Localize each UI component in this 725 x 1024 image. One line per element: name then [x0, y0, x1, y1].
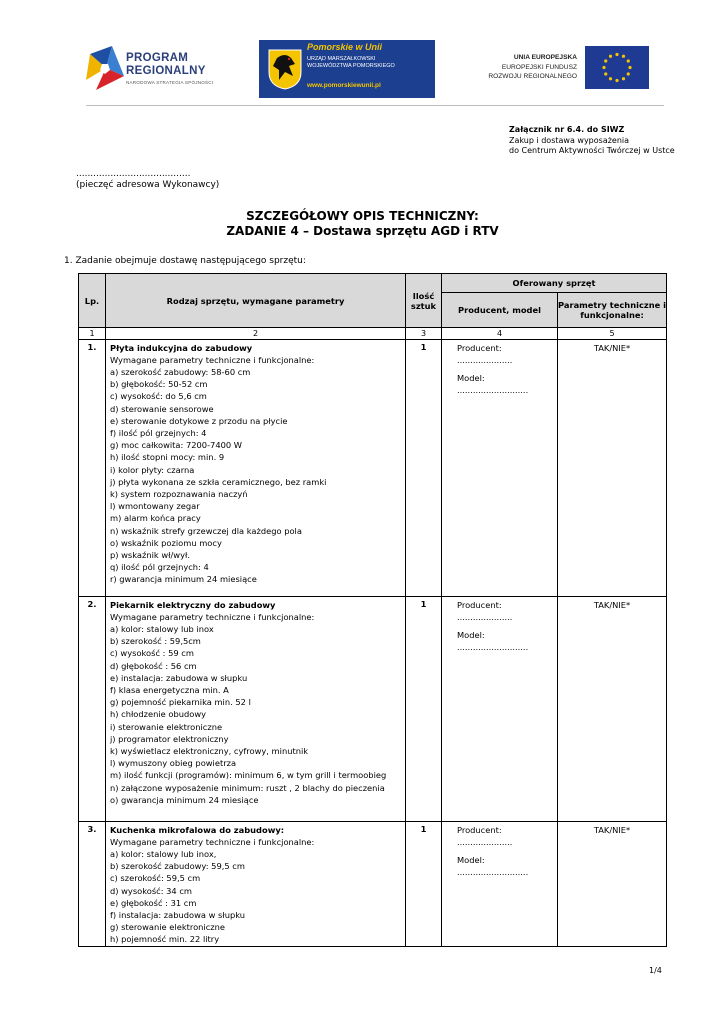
- document-title: SZCZEGÓŁOWY OPIS TECHNICZNY:: [246, 209, 479, 223]
- header-lp: Lp.: [79, 274, 106, 328]
- parameter-item: r) gwarancja minimum 24 miesiące: [110, 574, 257, 585]
- attachment-subject: Zakup i dostawa wyposażenia: [509, 136, 630, 145]
- parameter-item: f) ilość pól grzejnych: 4: [110, 428, 207, 439]
- parameter-item: q) ilość pól grzejnych: 4: [110, 562, 209, 573]
- requirements-label: Wymagane parametry techniczne i funkcjonalne:: [110, 355, 315, 365]
- stamp-label: (pieczęć adresowa Wykonawcy): [76, 180, 220, 190]
- requirements-label: Wymagane parametry techniczne i funkcjonalne:: [110, 837, 315, 847]
- parameter-item: k) wyświetlacz elektroniczny, cyfrowy, minutnik: [110, 746, 309, 757]
- parameter-item: i) sterowanie elektroniczne: [110, 721, 223, 732]
- item-number: 1.: [79, 340, 106, 597]
- parameter-item: b) głębokość: 50-52 cm: [110, 379, 208, 390]
- producer-field: Producent: .....................: [457, 600, 513, 622]
- model-field: Model: ...........................: [457, 373, 529, 395]
- parameter-item: c) szerokość: 59,5 cm: [110, 873, 201, 884]
- eu-star-icon: [604, 59, 607, 62]
- intro-text: 1. Zadanie obejmuje dostawę następującego sprzętu:: [64, 256, 306, 266]
- item-number: 3.: [79, 822, 106, 947]
- star-logo-icon: [86, 46, 124, 90]
- table-row: [79, 597, 667, 822]
- parameter-item: l) wymuszony obieg powietrza: [110, 758, 237, 769]
- parameter-item: b) szerokość zabudowy: 59,5 cm: [110, 861, 245, 872]
- parameter-item: g) sterowanie elektroniczne: [110, 922, 226, 933]
- eu-star-icon: [627, 59, 630, 62]
- pomorskie-url: www.pomorskiewunii.pl: [307, 82, 381, 89]
- parameter-item: k) system rozpoznawania naczyń: [110, 489, 248, 500]
- ue-line1: UNIA EUROPEJSKA: [513, 54, 577, 61]
- requirements-label: Wymagane parametry techniczne i funkcjonalne:: [110, 612, 315, 622]
- regionalny-label: REGIONALNY: [126, 65, 206, 77]
- spec-table: [78, 273, 667, 947]
- parameter-item: h) chłodzenie obudowy: [110, 709, 207, 720]
- item-answer: TAK/NIE*: [558, 340, 667, 597]
- parameter-item: b) szerokość : 59,5cm: [110, 636, 201, 647]
- item-answer: TAK/NIE*: [558, 822, 667, 947]
- header-description: Rodzaj sprzętu, wymagane parametry: [106, 274, 406, 328]
- column-number-row: [79, 328, 667, 340]
- header-offered: Oferowany sprzęt: [442, 274, 667, 293]
- eu-star-icon: [622, 77, 625, 80]
- col-number: 2: [106, 328, 406, 340]
- producer-field: Producent: .....................: [457, 825, 513, 847]
- pomorskie-logo: [259, 40, 435, 98]
- parameter-item: h) ilość stopni mocy: min. 9: [110, 452, 225, 463]
- parameter-item: n) załączone wyposażenie minimum: ruszt , 2 blachy do pieczenia: [110, 782, 385, 793]
- header-divider: [86, 105, 664, 106]
- parameter-item: a) szerokość zabudowy: 58-60 cm: [110, 367, 251, 377]
- parameter-item: e) instalacja: zabudowa w słupku: [110, 672, 248, 683]
- eu-star-icon: [628, 66, 631, 69]
- griffin-crest-icon: [267, 48, 303, 90]
- parameter-item: g) pojemność piekarnika min. 52 l: [110, 697, 251, 708]
- parameter-item: m) ilość funkcji (programów): minimum 6, w tym grill i termoobieg: [110, 770, 387, 781]
- parameter-item: n) wskaźnik strefy grzewczej dla każdego pola: [110, 525, 302, 536]
- strategy-label: NARODOWA STRATEGIA SPÓJNOŚCI: [126, 80, 214, 85]
- parameter-item: o) wskaźnik poziomu mocy: [110, 537, 222, 548]
- parameter-item: o) gwarancja minimum 24 miesiące: [110, 794, 259, 805]
- item-name: Kuchenka mikrofalowa do zabudowy:: [110, 825, 285, 835]
- eu-star-icon: [604, 72, 607, 75]
- attachment-recipient: do Centrum Aktywności Twórczej w Ustce: [509, 146, 675, 155]
- ue-line2: EUROPEJSKI FUNDUSZ: [501, 64, 577, 71]
- parameter-item: g) moc całkowita: 7200-7400 W: [110, 440, 243, 451]
- eu-star-icon: [615, 53, 618, 56]
- item-name: Piekarnik elektryczny do zabudowy: [110, 600, 276, 610]
- item-quantity: 1: [406, 597, 442, 822]
- eu-star-icon: [622, 55, 625, 58]
- parameter-item: a) kolor: stalowy lub inox: [110, 624, 214, 634]
- eu-star-icon: [602, 66, 605, 69]
- item-name: Płyta indukcyjna do zabudowy: [110, 343, 253, 353]
- table-row: [79, 340, 667, 597]
- model-field: Model: ...........................: [457, 630, 529, 652]
- col-number: 3: [406, 328, 442, 340]
- item-description: [106, 597, 406, 822]
- header-params: Parametry techniczne i funkcjonalne:: [558, 293, 667, 328]
- item-quantity: 1: [406, 822, 442, 947]
- eu-flag-icon: [585, 46, 649, 89]
- pomorskie-title: Pomorskie w Unii: [307, 42, 383, 52]
- eu-star-icon: [609, 55, 612, 58]
- parameter-item: j) płyta wykonana ze szkła ceramicznego, bez ramki: [110, 476, 327, 487]
- eu-star-icon: [609, 77, 612, 80]
- parameter-item: e) głębokość : 31 cm: [110, 897, 197, 908]
- parameter-item: d) głębokość : 56 cm: [110, 660, 197, 671]
- document-subtitle: ZADANIE 4 – Dostawa sprzętu AGD i RTV: [226, 224, 499, 238]
- parameter-item: i) kolor płyty: czarna: [110, 464, 195, 475]
- ue-line3: ROZWOJU REGIONALNEGO: [488, 73, 577, 80]
- item-producer-cell: [442, 340, 558, 597]
- urzad-label: URZĄD MARSZAŁKOWSKI: [307, 56, 376, 62]
- attachment-number: Załącznik nr 6.4. do SIWZ: [509, 125, 625, 134]
- col-number: 5: [558, 328, 667, 340]
- parameter-item: c) wysokość : 59 cm: [110, 648, 194, 659]
- program-regionalny-logo: [86, 46, 226, 98]
- parameter-item: j) programator elektroniczny: [110, 733, 229, 744]
- item-answer: TAK/NIE*: [558, 597, 667, 822]
- parameter-item: e) sterowanie dotykowe z przodu na płycie: [110, 415, 288, 426]
- parameter-item: d) wysokość: 34 cm: [110, 885, 192, 896]
- parameter-item: c) wysokość: do 5,6 cm: [110, 391, 207, 402]
- parameter-item: f) klasa energetyczna min. A: [110, 685, 229, 696]
- parameter-item: m) alarm końca pracy: [110, 513, 201, 524]
- parameter-item: f) instalacja: zabudowa w słupku: [110, 910, 246, 921]
- header-producer: Producent, model: [442, 293, 558, 328]
- col-number: 4: [442, 328, 558, 340]
- item-description: [106, 822, 406, 947]
- parameter-item: d) sterowanie sensorowe: [110, 403, 214, 414]
- eu-star-icon: [615, 79, 618, 82]
- stamp-line: ........................................: [76, 169, 191, 179]
- item-producer-cell: [442, 822, 558, 947]
- parameter-item: a) kolor: stalowy lub inox,: [110, 849, 217, 859]
- parameter-item: h) pojemność min. 22 litry: [110, 934, 220, 945]
- item-number: 2.: [79, 597, 106, 822]
- parameter-item: p) wskaźnik wł/wył.: [110, 550, 190, 561]
- parameter-item: l) wmontowany zegar: [110, 501, 200, 512]
- item-quantity: 1: [406, 340, 442, 597]
- header-quantity: Ilość sztuk: [406, 274, 442, 328]
- program-label: PROGRAM: [126, 52, 189, 64]
- item-description: [106, 340, 406, 597]
- page-number: 1/4: [649, 966, 662, 975]
- item-producer-cell: [442, 597, 558, 822]
- col-number: 1: [79, 328, 106, 340]
- producer-field: Producent: .....................: [457, 343, 513, 365]
- wojewodztwo-label: WOJEWÓDZTWA POMORSKIEGO: [307, 63, 395, 69]
- eu-star-icon: [627, 72, 630, 75]
- table-row: [79, 822, 667, 947]
- model-field: Model: ...........................: [457, 855, 529, 877]
